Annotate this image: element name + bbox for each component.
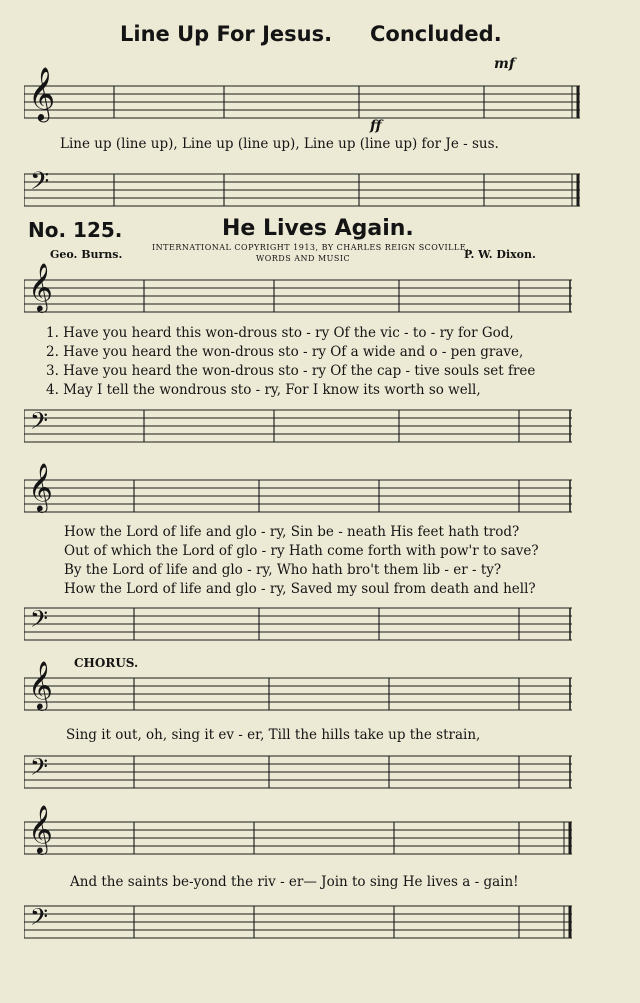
chorus1-bass-svg: [24, 746, 584, 796]
bass-clef-icon: 𝄢: [30, 407, 49, 440]
prev-treble-svg: [24, 66, 584, 130]
verse-line1-3: 3. Have you heard the won-drous sto - ry Of the cap - tive souls set free: [46, 363, 536, 379]
system1-treble-svg: [24, 270, 584, 320]
system2-bass-svg: [24, 598, 584, 648]
system1-bass-staff: [24, 400, 584, 450]
treble-clef-icon: 𝄞: [28, 66, 56, 120]
chorus1-treble-staff: [24, 668, 584, 718]
verse-line2-4: How the Lord of life and glo - ry, Saved my soul from death and hell?: [64, 581, 536, 597]
chorus1-bass-staff: [24, 746, 584, 796]
prev-hymn-title-text: Line Up For Jesus.: [120, 22, 333, 46]
prev-hymn-lyric: Line up (line up), Line up (line up), Line up (line up) for Je - sus.: [60, 136, 499, 152]
chorus2-treble-svg: [24, 812, 584, 862]
prev-hymn-status-text: Concluded.: [370, 22, 502, 46]
chorus1-treble-svg: [24, 668, 584, 718]
verse-line1-1: 1. Have you heard this won-drous sto - ry Of the vic - to - ry for God,: [46, 325, 514, 341]
bass-clef-icon: 𝄢: [30, 167, 50, 202]
treble-clef-icon: 𝄞: [28, 462, 53, 511]
prev-treble-staff: [24, 66, 584, 130]
chorus2-treble-staff: [24, 812, 584, 862]
system2-treble-staff: [24, 470, 584, 520]
prev-hymn-title: [120, 22, 332, 46]
verse-line2-3: By the Lord of life and glo - ry, Who hath bro't them lib - er - ty?: [64, 562, 502, 578]
chorus2-bass-svg: [24, 896, 584, 952]
treble-clef-icon: 𝄞: [28, 804, 53, 853]
chorus-line2: And the saints be-yond the riv - er— Join to sing He lives a - gain!: [70, 874, 519, 890]
dynamic-ff: ff: [370, 118, 382, 134]
verse-line2-2: Out of which the Lord of glo - ry Hath come forth with pow'r to save?: [64, 543, 539, 559]
composer: P. W. Dixon.: [464, 248, 536, 261]
lyricist: Geo. Burns.: [50, 248, 123, 261]
verse-line1-4: 4. May I tell the wondrous sto - ry, For I know its worth so well,: [46, 382, 481, 398]
bass-clef-icon: 𝄢: [30, 605, 49, 638]
copyright-notice: INTERNATIONAL COPYRIGHT 1913, BY CHARLES REIGN SCOVILLE.: [152, 243, 470, 252]
chorus-line1: Sing it out, oh, sing it ev - er, Till the hills take up the strain,: [66, 727, 481, 743]
prev-hymn-status: [370, 22, 502, 46]
system2-treble-svg: [24, 470, 584, 520]
verse-line2-1: How the Lord of life and glo - ry, Sin be - neath His feet hath trod?: [64, 524, 520, 540]
words-and-music: WORDS AND MUSIC: [256, 254, 351, 263]
system1-bass-svg: [24, 400, 584, 450]
dynamic-mf: mf: [494, 56, 515, 72]
system1-treble-staff: [24, 270, 584, 320]
bass-clef-icon: 𝄢: [30, 753, 49, 786]
chorus2-bass-staff: [24, 896, 584, 952]
chorus-label: CHORUS.: [74, 656, 139, 670]
prev-bass-svg: [24, 160, 584, 216]
verse-line1-2: 2. Have you heard the won-drous sto - ry Of a wide and o - pen grave,: [46, 344, 524, 360]
system2-bass-staff: [24, 598, 584, 648]
hymn-number: No. 125.: [28, 218, 123, 242]
hymn-title: He Lives Again.: [222, 216, 414, 241]
bass-clef-icon: 𝄢: [30, 903, 49, 936]
prev-bass-staff: [24, 160, 584, 216]
treble-clef-icon: 𝄞: [28, 660, 53, 709]
treble-clef-icon: 𝄞: [28, 262, 53, 311]
